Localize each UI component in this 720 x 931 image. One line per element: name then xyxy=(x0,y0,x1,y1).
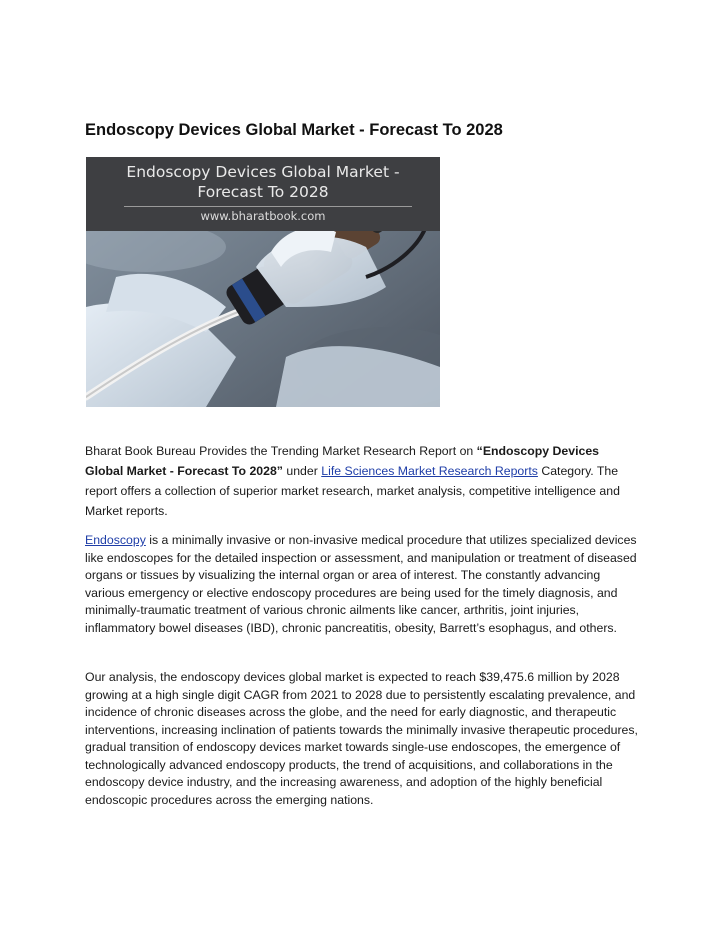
page-title: Endoscopy Devices Global Market - Forecast To 2028 xyxy=(85,121,503,139)
banner-url: www.bharatbook.com xyxy=(200,209,326,223)
intro-text-post: Category. The report offers a collection of superior market research, market analysis, competitive intelligence and Market reports. xyxy=(85,464,620,518)
report-name: “Endoscopy Devices Global Market - Forecast To 2028” xyxy=(85,444,600,478)
banner-header xyxy=(86,157,440,231)
intro-text-mid: under xyxy=(282,464,322,478)
category-link[interactable]: Life Sciences Market Research Reports xyxy=(321,464,538,478)
intro-paragraph xyxy=(85,441,640,521)
banner-title xyxy=(106,162,420,202)
report-banner-image xyxy=(86,157,440,407)
endoscopy-link[interactable]: Endoscopy xyxy=(85,533,146,547)
banner-divider xyxy=(124,206,412,207)
banner-title-line-1: Endoscopy Devices Global Market - xyxy=(126,163,400,181)
definition-text: is a minimally invasive or non-invasive medical procedure that utilizes specialized devices like endoscopes for the detailed inspection or assessment, and manipulation or treatment of diseased organs or tissues by visualizing the internal organ or area of interest. The constantly advancing various emergency or elective endoscopy procedures are being used for the timely diagnosis, and minimally-traumatic treatment of various chronic ailments like cancer, arthritis, joint injuries, inflammatory bowel diseases (IBD), chronic pancreatitis, obesity, Barrett’s esophagus, and others. xyxy=(85,533,637,635)
analysis-paragraph: Our analysis, the endoscopy devices global market is expected to reach $39,475.6 million by 2028 growing at a high single digit CAGR from 2021 to 2028 due to persistently escalating prevalence, and incidence of chronic diseases across the globe, and the need for early diagnostic, and therapeutic interventions, increasing inclination of patients towards the minimally invasive therapeutic procedures, gradual transition of endoscopy devices market towards single-use endoscopes, the emergence of technologically advanced endoscopy products, the trend of acquisitions, and collaborations in the endoscopy device industry, and the increasing awareness, and adoption of the highly beneficial endoscopic procedures across the emerging nations. xyxy=(85,670,638,807)
intro-text-pre: Bharat Book Bureau Provides the Trending Market Research Report on xyxy=(85,444,477,458)
banner-title-line-2: Forecast To 2028 xyxy=(197,183,329,201)
definition-paragraph xyxy=(85,532,640,637)
